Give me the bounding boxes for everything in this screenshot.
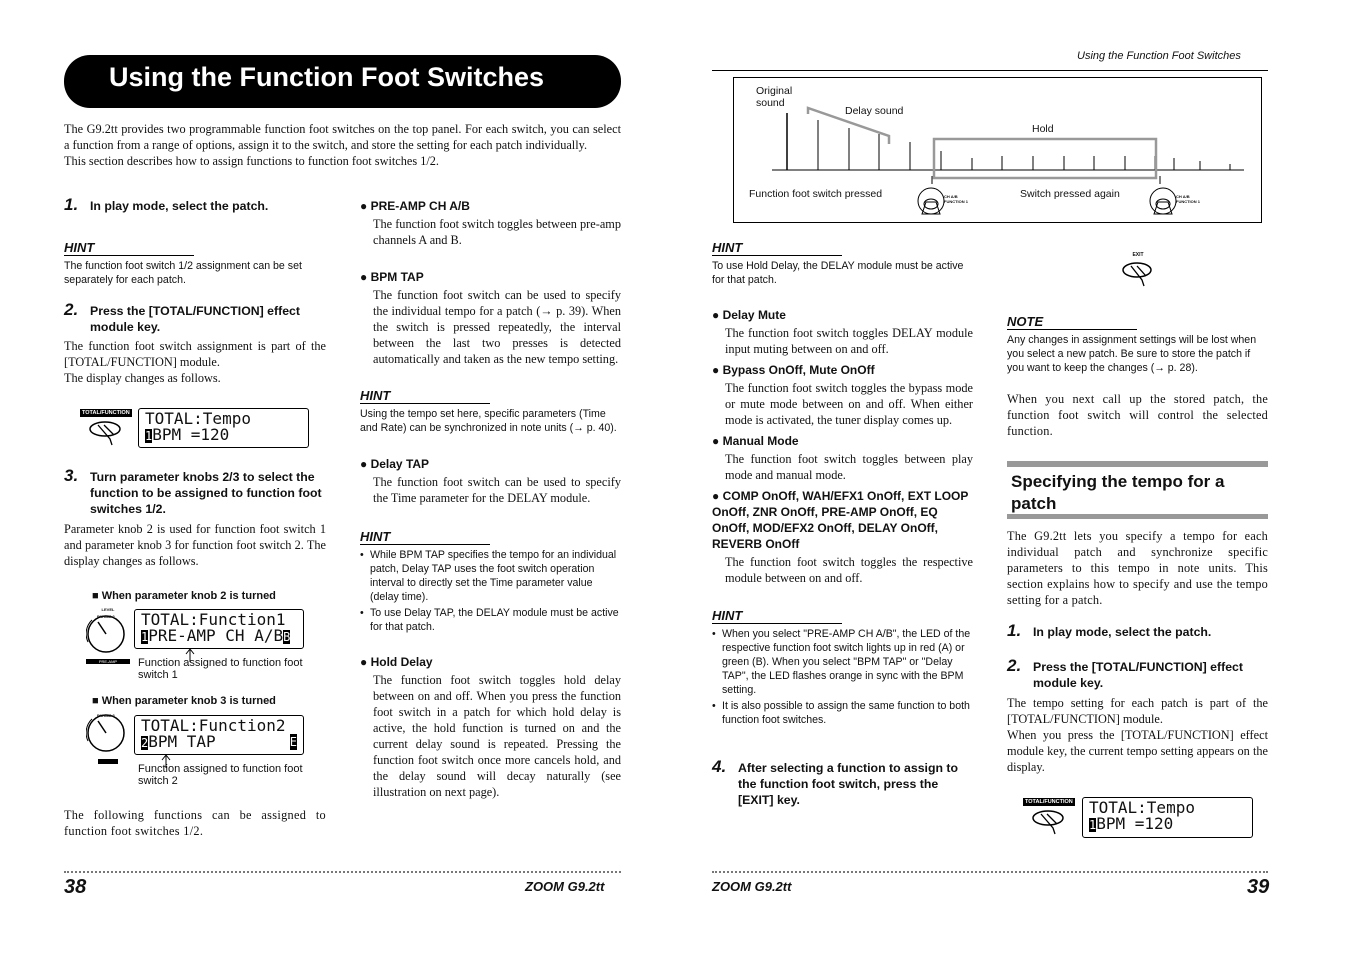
hold-delay-diagram: [733, 77, 1262, 223]
lcd-line-1: TOTAL:Tempo: [145, 409, 251, 428]
lcd-display-1: [138, 408, 309, 448]
preamp-heading: ● PRE-AMP CH A/B: [360, 199, 470, 213]
step-3-text: Turn parameter knobs 2/3 to select the function to be assigned to function foot switches 1/2.: [90, 470, 322, 516]
hint-item: • When you select "PRE-AMP CH A/B", the LED of the respective function foot switch lights up in red (A) or green (B). When you select "BPM TAP" or "Delay TAP", the LED flashes orange in sync with the BPM setting.: [722, 627, 973, 697]
footer-divider: [712, 871, 1268, 873]
intro-block: [64, 121, 621, 169]
step-4-number: 4.: [712, 757, 727, 776]
hint-title: HINT: [360, 529, 490, 545]
manual-text: The function foot switch toggles between play mode and manual mode.: [725, 452, 973, 482]
lcd-cursor-e: E: [289, 735, 297, 749]
mute-heading: ● Delay Mute: [712, 308, 786, 322]
hint-item: • To use Delay TAP, the DELAY module must be active for that patch.: [370, 606, 621, 634]
lcd-line-1: TOTAL:Function1: [141, 610, 286, 629]
hint-title: HINT: [712, 240, 842, 256]
knob3-heading: ■ When parameter knob 3 is turned: [92, 695, 276, 707]
step-1-text: In play mode, select the patch.: [1033, 625, 1212, 639]
comp-text: The function foot switch toggles the respective module between on and off.: [725, 555, 973, 585]
page-number: 38: [64, 876, 87, 898]
lcd-line-2: PRE-AMP CH A/B: [148, 626, 284, 645]
step-3-number: 3.: [64, 466, 79, 485]
bypass-text: The function foot switch toggles the bypass mode or mute mode between on and off. When either mode is activated, the tuner display comes up.: [725, 381, 973, 427]
following-text: The following functions can be assigned to function foot switches 1/2.: [64, 808, 326, 838]
hold-label: Hold: [1032, 123, 1054, 135]
foot-switch-icon: [1150, 188, 1176, 214]
lcd-line-1: TOTAL:Tempo: [1089, 798, 1195, 817]
exit-key[interactable]: [1120, 252, 1156, 292]
step-2-number: 2.: [64, 300, 79, 319]
knob3-bottom-bar: [98, 759, 118, 764]
exit-label: EXIT: [1132, 252, 1144, 258]
hint-item: • While BPM TAP specifies the tempo for an individual patch, Delay TAP uses the foot switch operation interval to directly set the Time parameter value (delay time).: [370, 548, 621, 604]
running-head: Using the Function Foot Switches: [1077, 50, 1241, 62]
step-3-body: Parameter knob 2 is used for function foot switch 1 and parameter knob 3 for function foot switch 2. The display changes as follows.: [64, 522, 326, 568]
bpm-text: The function foot switch can be used to specify the individual tempo for a patch (→ p. 39). When the switch is pressed repeatedly, the interval between the last two presses is detected automatically and taken as the new tempo setting.: [373, 288, 621, 366]
total-function-key[interactable]: [80, 409, 132, 449]
note-title: NOTE: [1007, 314, 1137, 330]
delaytap-text: The function foot switch can be used to specify the Time parameter for the DELAY module.: [373, 475, 621, 505]
lcd-cursor: 1: [141, 630, 149, 644]
step-2-text: Press the [TOTAL/FUNCTION] effect module key.: [90, 304, 300, 334]
header-rule: [712, 70, 1268, 71]
step-2-body: [64, 338, 326, 386]
page-title: Using the Function Foot Switches: [109, 62, 544, 92]
section-intro: The G9.2tt lets you specify a tempo for each individual patch and synchronize specific parameters to this tempo in note units. This section explains how to specify and use the tempo setting for a patch.: [1007, 529, 1268, 607]
right-column-1: [712, 240, 973, 729]
left-column-2: [360, 198, 621, 800]
intro-paragraph-2: This section describes how to assign functions to function foot switches 1/2.: [64, 154, 440, 168]
mute-text: The function foot switch toggles DELAY module input muting between on and off.: [725, 326, 973, 356]
lcd-cursor: 1: [145, 429, 153, 443]
lcd-display-2: [134, 609, 304, 649]
switch-label: CH A/B FUNCTION 1: [944, 194, 968, 204]
delaytap-heading: ● Delay TAP: [360, 457, 430, 471]
hold-heading: ● Hold Delay: [360, 655, 433, 669]
hint-list: [360, 548, 621, 634]
step-1-number: 1.: [1007, 621, 1022, 640]
switch-label: CH A/B FUNCTION 1: [1176, 194, 1200, 204]
lcd-line-1: TOTAL:Function2: [141, 716, 286, 735]
step-2-text: Press the [TOTAL/FUNCTION] effect module key.: [1033, 660, 1243, 690]
recall-text: When you next call up the stored patch, the function foot switch will control the selected function.: [1007, 392, 1268, 438]
hint-title: HINT: [712, 608, 842, 624]
lcd-line-2: BPM TAP: [148, 732, 216, 751]
comp-heading: ● COMP OnOff, WAH/EFX1 OnOff, EXT LOOP OnOff, ZNR OnOff, PRE-AMP OnOff, EQ OnOff, MOD/EFX2 OnOff, DELAY OnOff, REVERB OnOff: [712, 489, 969, 551]
lcd-display: [1082, 797, 1253, 838]
lcd-display-3: [134, 715, 304, 755]
delay-sound-label: Delay sound: [845, 105, 904, 117]
lcd3-caption: Function assigned to function foot switch 2: [138, 763, 303, 787]
hint-title: HINT: [360, 388, 490, 404]
section-heading-box: [1007, 461, 1268, 519]
foot-switch-icon: [918, 188, 944, 214]
bpm-heading: ● BPM TAP: [360, 270, 424, 284]
lcd-line-2: BPM =120: [1096, 814, 1174, 833]
page-number: 39: [1247, 876, 1270, 898]
right-column-2: [1007, 314, 1268, 439]
bypass-heading: ● Bypass OnOff, Mute OnOff: [712, 363, 875, 377]
step-2-body: [1007, 695, 1268, 775]
step-2-number: 2.: [1007, 656, 1022, 675]
hint-title: HINT: [64, 240, 194, 256]
step-1-number: 1.: [64, 195, 79, 214]
preamp-text: The function foot switch toggles between pre-amp channels A and B.: [373, 217, 621, 247]
step-2-paragraph: The function foot switch assignment is part of the [TOTAL/FUNCTION] module.: [64, 339, 326, 369]
total-function-key[interactable]: [1023, 798, 1075, 838]
param-knob-3[interactable]: [86, 711, 130, 761]
note-text: Any changes in assignment settings will be lost when you select a new patch. Be sure to store the patch if you want to keep the changes (→ p. 28).: [1007, 334, 1257, 374]
hint-text: Using the tempo set here, specific parameters (Time and Rate) can be synchronized in note units (→ p. 40).: [360, 408, 617, 434]
lcd-cursor: 1: [1089, 818, 1097, 832]
section-title: Specifying the tempo for a patch: [1011, 472, 1225, 513]
footer-model: ZOOM G9.2tt: [525, 879, 605, 894]
key-label: TOTAL/FUNCTION: [80, 409, 132, 417]
key-label: TOTAL/FUNCTION: [1023, 798, 1075, 806]
finger-press-icon: [1023, 806, 1075, 836]
hint-box-1: [64, 240, 329, 287]
lcd-cursor-b: B: [283, 630, 291, 644]
hint-text: To use Hold Delay, the DELAY module must be active for that patch.: [712, 260, 964, 286]
finger-press-icon: [1120, 258, 1156, 290]
hint-text: The function foot switch 1/2 assignment can be set separately for each patch.: [64, 260, 302, 286]
step-2-paragraph-2: The display changes as follows.: [64, 371, 221, 385]
page-title-banner: [64, 55, 621, 108]
knob2-heading: ■ When parameter knob 2 is turned: [92, 590, 276, 602]
step-4-text: After selecting a function to assign to the function foot switch, press the [EXIT] key.: [738, 761, 958, 807]
original-sound-label: Original sound: [756, 85, 793, 109]
step-2-paragraph: The tempo setting for each patch is part of the [TOTAL/FUNCTION] module.: [1007, 696, 1268, 726]
hint-item: • It is also possible to assign the same function to both function foot switches.: [722, 699, 973, 727]
hint-list: [712, 627, 973, 727]
hold-text: The function foot switch toggles hold delay between on and off. When you press the function foot switch in a patch for which hold delay is active, the hold function is turned on and the current delay sound is repeated. Pressing the function foot switch once more cancels hold, and the delay sound will decay naturally (see illustration on next page).: [373, 673, 621, 799]
step-1-text: In play mode, select the patch.: [90, 199, 269, 213]
finger-press-icon: [80, 417, 132, 447]
footer-divider: [64, 871, 621, 873]
pressed-label: Function foot switch pressed: [749, 188, 883, 200]
step-2-paragraph-2: When you press the [TOTAL/FUNCTION] effect module key, the current tempo setting appears on the display.: [1007, 728, 1268, 774]
lcd2-caption: Function assigned to function foot switch 1: [138, 657, 303, 681]
footer-model: ZOOM G9.2tt: [712, 879, 792, 894]
knob2-top-label: LEVEL: [101, 607, 115, 612]
manual-heading: ● Manual Mode: [712, 434, 799, 448]
knob2-label: PARAM 2: [97, 614, 115, 619]
intro-paragraph: The G9.2tt provides two programmable function foot switches on the top panel. For each switch, you can select a function from a range of options, assign it to the switch, and store the setting for each patch individually.: [64, 122, 621, 152]
lcd-line-2: BPM =120: [152, 425, 230, 444]
lcd-cursor: 2: [141, 736, 149, 750]
knob3-label: PARAM 3: [97, 713, 115, 718]
knob2-bottom-label: PRE-AMP: [86, 659, 130, 664]
pressed-again-label: Switch pressed again: [1020, 188, 1120, 200]
